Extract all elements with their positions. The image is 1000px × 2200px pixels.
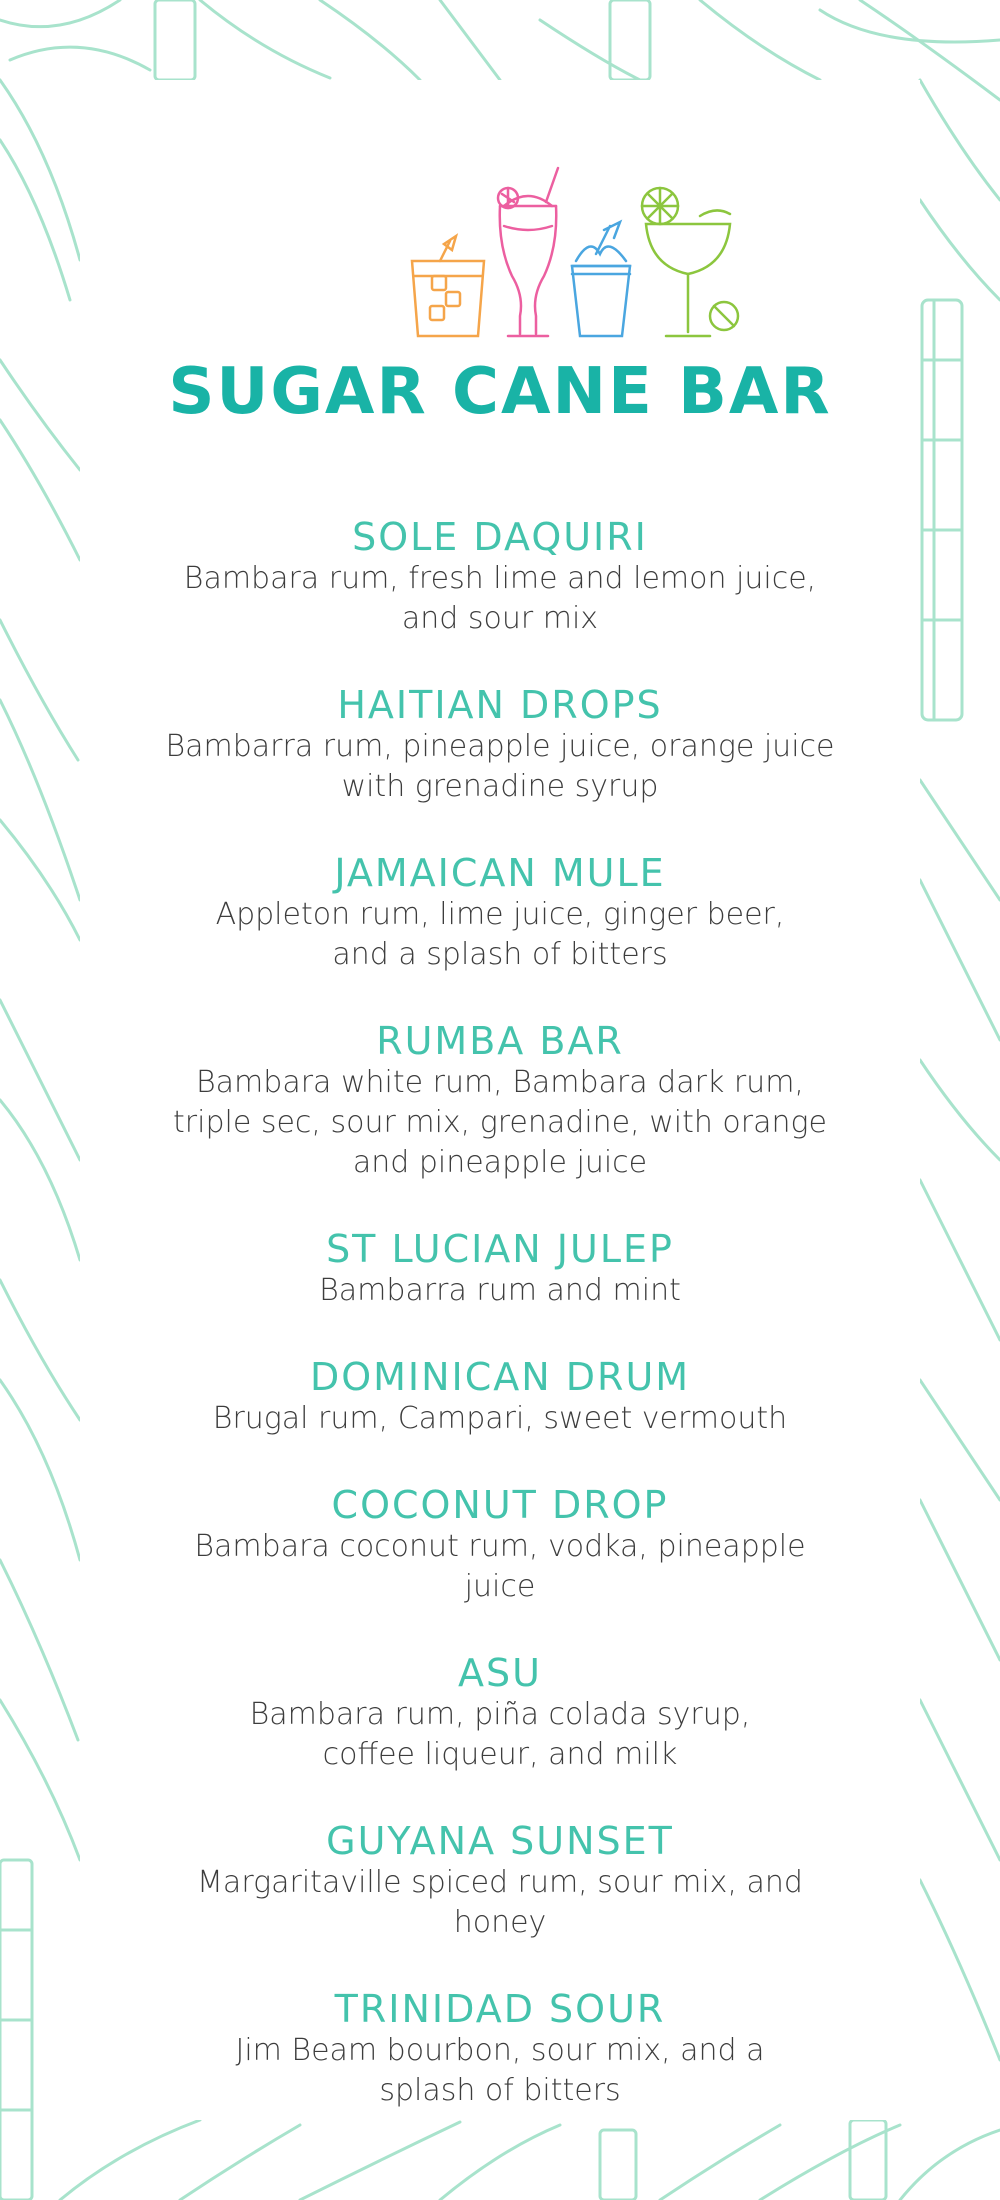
- drink-name: GUYANA SUNSET: [326, 1819, 674, 1863]
- drink-description: Jim Beam bourbon, sour mix, and a splash of bitters: [235, 2033, 765, 2108]
- drink-description: Margaritaville spiced rum, sour mix, and honey: [197, 1865, 803, 1940]
- menu-item: [80, 683, 920, 807]
- drink-list: [80, 515, 920, 2155]
- menu-item: [80, 1483, 920, 1607]
- drink-name: ASU: [458, 1651, 542, 1695]
- menu-item: [80, 515, 920, 639]
- drink-description: Bambarra rum, pineapple juice, orange juice with grenadine syrup: [165, 729, 835, 804]
- cocktail-illustrations: [400, 166, 760, 356]
- menu-item: [80, 1227, 920, 1311]
- drink-name: JAMAICAN MULE: [334, 851, 666, 895]
- drink-description: Bambara rum, fresh lime and lemon juice, and sour mix: [183, 561, 817, 636]
- drink-name: DOMINICAN DRUM: [309, 1355, 691, 1399]
- drink-name: HAITIAN DROPS: [337, 683, 663, 727]
- menu-item: [80, 1355, 920, 1439]
- drink-name: RUMBA BAR: [376, 1019, 624, 1063]
- old-fashioned-glass-icon: [412, 236, 484, 336]
- drink-description: Appleton rum, lime juice, ginger beer, and a splash of bitters: [215, 897, 785, 972]
- drink-name: TRINIDAD SOUR: [334, 1987, 666, 2031]
- drink-description: Bambara rum, piña colada syrup, coffee liqueur, and milk: [249, 1697, 751, 1772]
- right-cane-stalk: [922, 300, 962, 720]
- menu-card: [80, 80, 920, 2120]
- julep-cup-icon: [572, 222, 630, 336]
- drink-name: ST LUCIAN JULEP: [326, 1227, 674, 1271]
- margarita-glass-icon: [642, 188, 738, 336]
- drink-name: SOLE DAQUIRI: [352, 515, 648, 559]
- menu-item: [80, 851, 920, 975]
- drink-name: COCONUT DROP: [331, 1483, 669, 1527]
- drink-description: Bambara coconut rum, vodka, pineapple juice: [194, 1529, 806, 1604]
- menu-item: [80, 1019, 920, 1183]
- hurricane-glass-icon: [498, 168, 558, 336]
- menu-item: [80, 1987, 920, 2111]
- menu-item: [80, 1819, 920, 1943]
- drink-description: Brugal rum, Campari, sweet vermouth: [212, 1401, 788, 1436]
- drink-description: Bambarra rum and mint: [319, 1273, 681, 1308]
- bar-title: SUGAR CANE BAR: [168, 355, 832, 429]
- drink-description: Bambara white rum, Bambara dark rum, triple sec, sour mix, grenadine, with orange and pineapple juice: [173, 1065, 827, 1180]
- menu-item: [80, 1651, 920, 1775]
